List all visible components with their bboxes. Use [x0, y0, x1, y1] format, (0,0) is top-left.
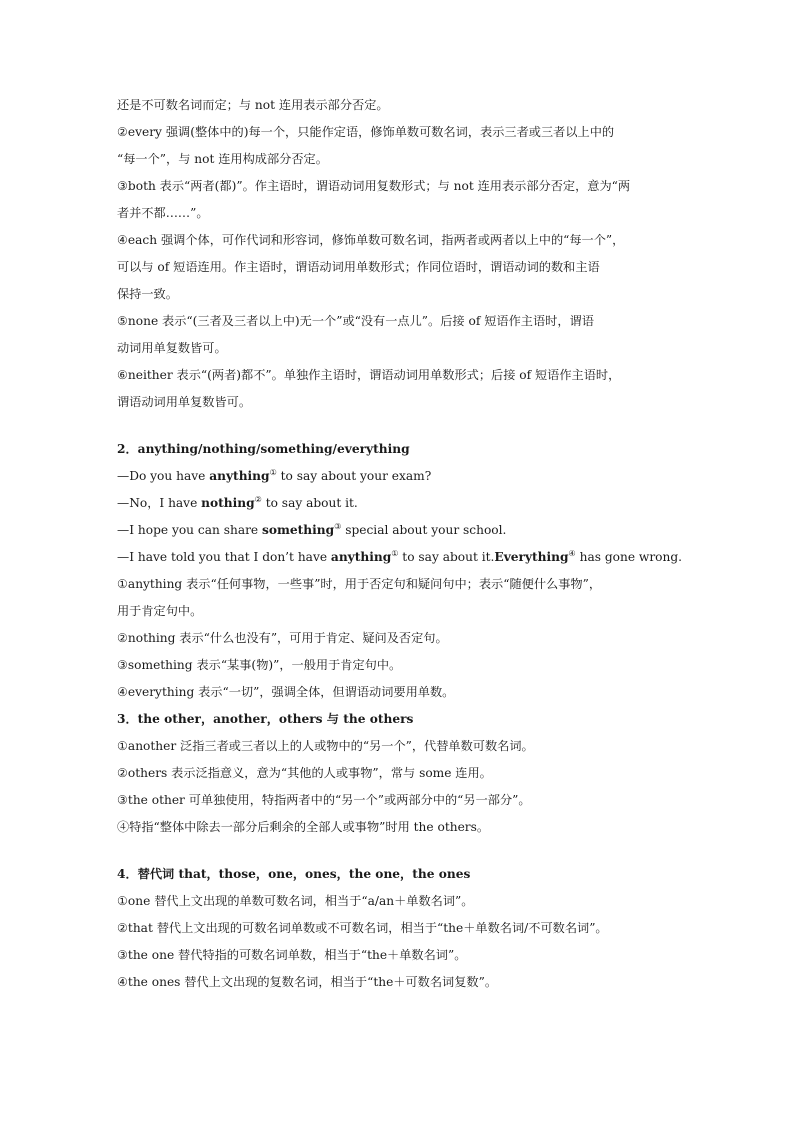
- note-marker: ②: [254, 494, 262, 504]
- keyword: nothing: [201, 496, 255, 510]
- paragraph-line: ③the other 可单独使用，特指两者中的“另一个”或两部分中的“另一部分”。: [117, 793, 531, 807]
- section-gap: [117, 841, 677, 861]
- document-page: [117, 92, 683, 996]
- section-gap: [117, 416, 677, 436]
- paragraph-line: 可以与 of 短语连用。作主语时，谓语动词用单数形式；作同位语时，谓语动词的数和主语: [117, 260, 600, 274]
- paragraph-line: ⑤none 表示“(三者及三者以上中)无一个”或“没有一点儿”。后接 of 短语作主语时，谓语: [117, 314, 594, 328]
- example-text: —I hope you can share: [117, 523, 262, 537]
- example-sentence: [117, 517, 677, 544]
- paragraph-line: ③both 表示“两者(都)”。作主语时，谓语动词用复数形式；与 not 连用表示部分否定，意为“两: [117, 179, 631, 193]
- keyword: something: [262, 523, 335, 537]
- paragraph-line: 者并不都……”。: [117, 206, 209, 220]
- paragraph-line: ④the ones 替代上文出现的复数名词，相当于“the＋可数名词复数”。: [117, 975, 498, 989]
- paragraph-line: 保持一致。: [117, 287, 178, 301]
- keyword: anything: [209, 469, 270, 483]
- example-text: to say about it.: [261, 496, 358, 510]
- paragraph-line: ④everything 表示“一切”，强调全体，但谓语动词要用单数。: [117, 685, 455, 699]
- paragraph-line: 还是不可数名词而定；与 not 连用表示部分否定。: [117, 98, 389, 112]
- example-text: —No，I have: [117, 496, 202, 510]
- example-text: special about your school.: [341, 523, 507, 537]
- paragraph-line: ④特指“整体中除去一部分后剩余的全部人或事物”时用 the others。: [117, 820, 490, 834]
- paragraph-line: “每一个”，与 not 连用构成部分否定。: [117, 152, 328, 166]
- note-marker: ④: [568, 548, 576, 558]
- paragraph-line: 用于肯定句中。: [117, 604, 203, 618]
- example-text: has gone wrong.: [575, 550, 683, 564]
- keyword: anything: [330, 550, 392, 564]
- note-marker: ①: [391, 548, 399, 558]
- paragraph-line: ③something 表示“某事(物)”，一般用于肯定句中。: [117, 658, 402, 672]
- paragraph-line: ①one 替代上文出现的单数可数名词，相当于“a/an＋单数名词”。: [117, 894, 474, 908]
- paragraph-line: ①anything 表示“任何事物，一些事”时，用于否定句和疑问句中；表示“随便什么事物”，: [117, 577, 602, 591]
- paragraph-line: ①another 泛指三者或三者以上的人或物中的“另一个”，代替单数可数名词。: [117, 739, 534, 753]
- example-text: to say about it.: [398, 550, 495, 564]
- paragraph-line: ②every 强调(整体中的)每一个，只能作定语，修饰单数可数名词，表示三者或三者以上中的: [117, 125, 615, 139]
- example-sentence: [117, 463, 677, 490]
- section-3: [117, 706, 677, 841]
- example-sentence: [117, 490, 677, 517]
- section-1-continuation: [117, 92, 677, 416]
- paragraph-line: ④each 强调个体，可作代词和形容词，修饰单数可数名词，指两者或两者以上中的“每一个”，: [117, 233, 625, 247]
- note-marker: ③: [334, 521, 342, 531]
- example-text: —Do you have: [117, 469, 210, 483]
- paragraph-line: ②others 表示泛指意义，意为“其他的人或事物”，常与 some 连用。: [117, 766, 492, 780]
- paragraph-line: ③the one 替代特指的可数名词单数，相当于“the＋单数名词”。: [117, 948, 467, 962]
- note-marker: ①: [269, 467, 277, 477]
- paragraph-line: ②nothing 表示“什么也没有”，可用于肯定、疑问及否定句。: [117, 631, 448, 645]
- section-4: [117, 861, 677, 996]
- paragraph-line: ⑥neither 表示“(两者)都不”。单独作主语时，谓语动词用单数形式；后接 of 短语作主语时，: [117, 368, 621, 382]
- paragraph-line: 谓语动词用单复数皆可。: [117, 395, 252, 409]
- section-2: [117, 436, 683, 706]
- example-text: —I have told you that I don’t have: [117, 550, 331, 564]
- section-heading: 2．anything/nothing/something/everything: [117, 442, 410, 456]
- paragraph-line: 动词用单复数皆可。: [117, 341, 227, 355]
- example-sentence: [117, 544, 683, 571]
- paragraph-line: ②that 替代上文出现的可数名词单数或不可数名词，相当于“the＋单数名词/不可数名词”。: [117, 921, 608, 935]
- keyword: Everything: [494, 550, 569, 564]
- section-heading: 4．替代词 that，those，one，ones，the one，the ones: [117, 867, 471, 881]
- example-text: to say about your exam?: [276, 469, 432, 483]
- section-heading: 3．the other，another，others 与 the others: [117, 712, 414, 726]
